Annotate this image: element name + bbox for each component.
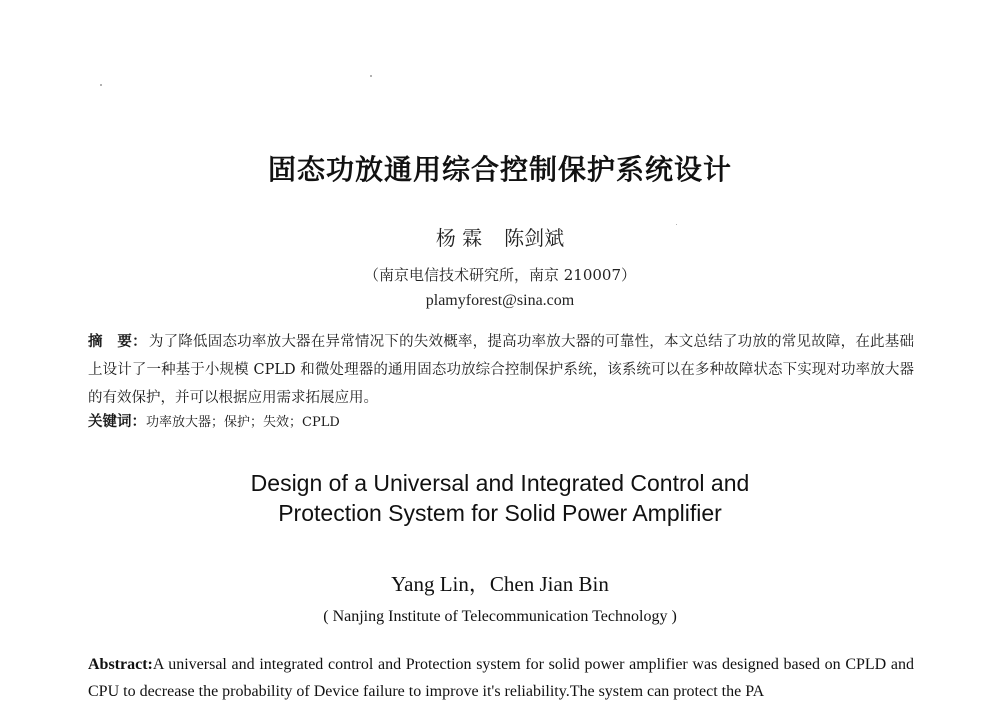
- abstract-text: A universal and integrated control and Protection system for solid power amplifier was designed based on CPLD and CPU to decrease the probability of Device failure to improve it's reliability.The system can protect the PA: [88, 656, 914, 700]
- keywords-label: 关键词：: [88, 414, 146, 430]
- abstract-label: Abstract:: [88, 656, 153, 673]
- author-email: plamyforest@sina.com: [425, 292, 575, 309]
- title-line: Protection System for Solid Power Amplifier: [278, 500, 722, 526]
- author-name: 杨 霖: [435, 226, 483, 250]
- scan-speck: [100, 84, 102, 86]
- paper-title-english: [0, 468, 1000, 528]
- abstract-label: 摘 要：: [88, 334, 147, 350]
- scan-speck: [370, 75, 372, 77]
- authors-english: Yang Lin，Chen Jian Bin: [391, 572, 609, 596]
- affiliation-chinese: （南京电信技术研究所，南京 210007）: [363, 266, 637, 284]
- abstract-chinese: [88, 328, 914, 412]
- authors-chinese: [0, 222, 1000, 251]
- keywords-chinese: [88, 412, 340, 433]
- keywords-text: 功率放大器；保护；失效；CPLD: [146, 415, 340, 430]
- affiliation-english: ( Nanjing Institute of Telecommunication Technology ): [323, 608, 677, 625]
- abstract-text: 为了降低固态功率放大器在异常情况下的失效概率，提高功率放大器的可靠性，本文总结了功放的常见故障，在此基础上设计了一种基于小规模 CPLD 和微处理器的通用固态功放综合控制保护系统，该系统可以在多种故障状态下实现对功率放大器的有效保护，并可以根据应用需求拓展应用。: [88, 334, 914, 406]
- paper-title-chinese: 固态功放通用综合控制保护系统设计: [267, 153, 732, 186]
- title-line: Design of a Universal and Integrated Control and: [250, 470, 750, 496]
- abstract-english: [88, 651, 914, 705]
- author-name: 陈剑斌: [504, 226, 565, 250]
